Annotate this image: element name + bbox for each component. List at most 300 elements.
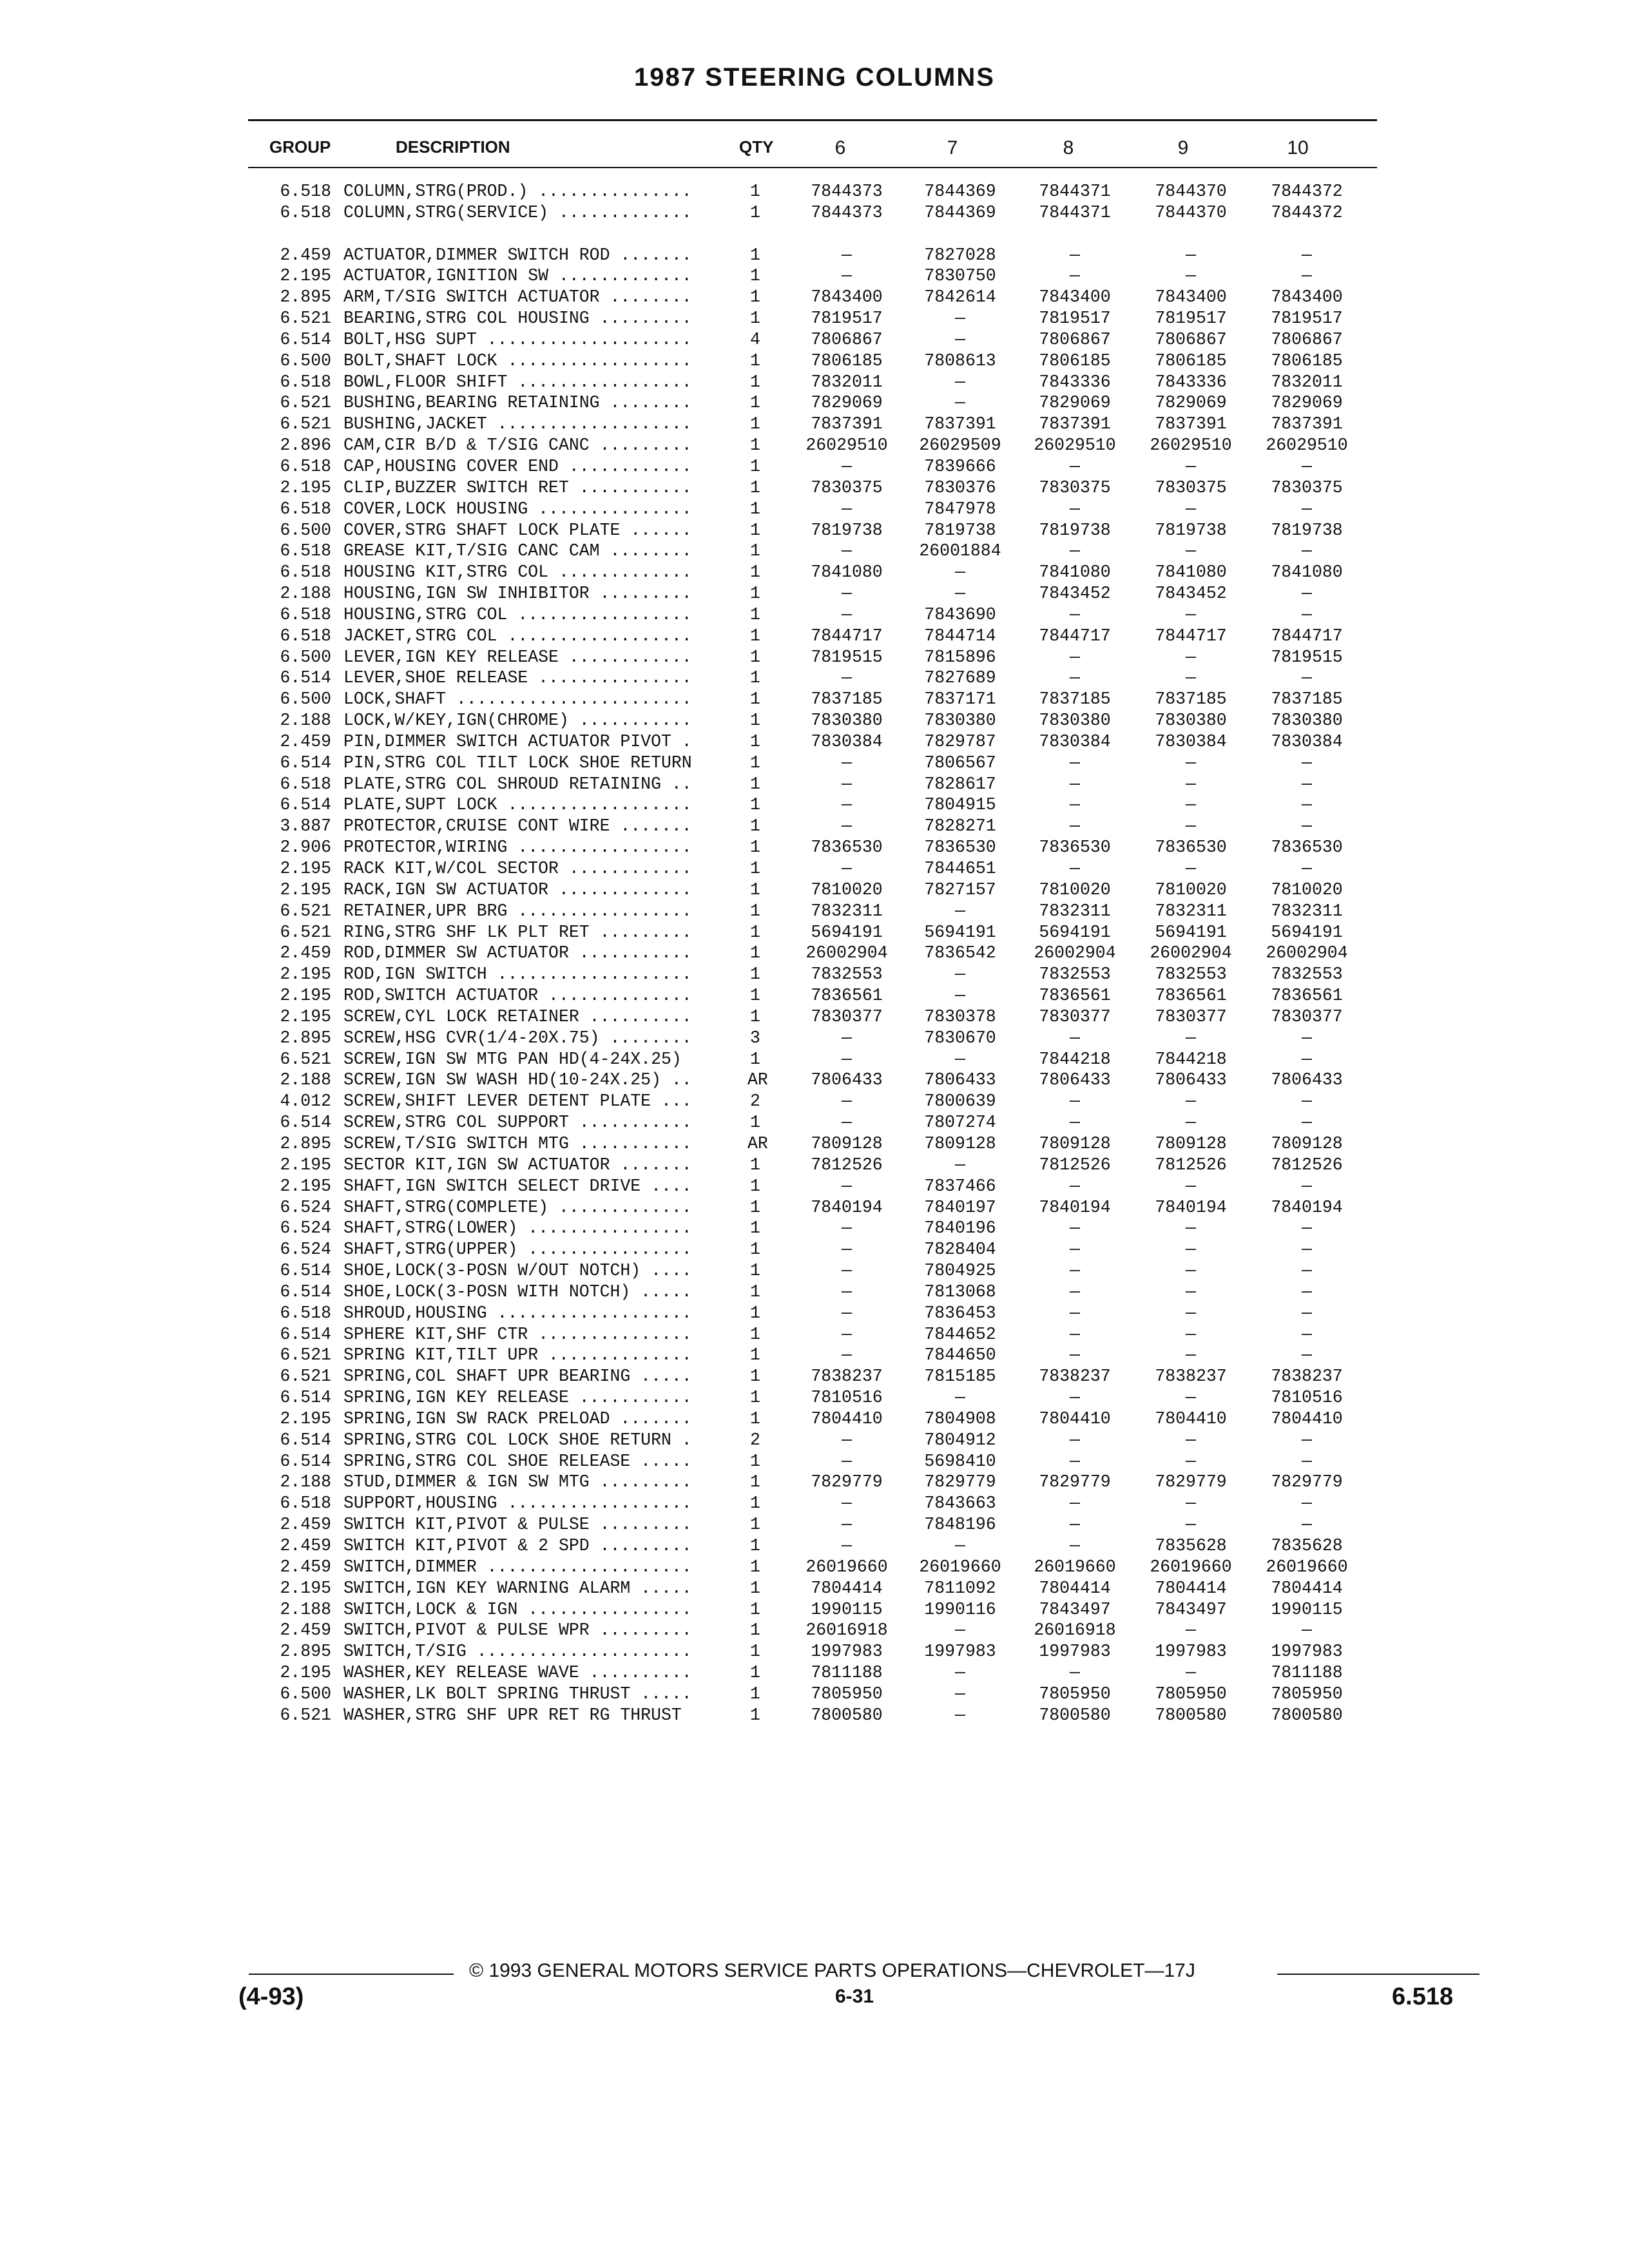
group-cell: 6.521 [280, 922, 331, 942]
qty-cell: 1 [750, 1240, 760, 1260]
qty-cell: 1 [750, 1367, 760, 1387]
description-cell: JACKET,STRG COL .................. [343, 626, 702, 646]
group-cell: 2.895 [280, 1133, 331, 1153]
qty-cell: 1 [750, 202, 760, 222]
part-number-cell: — [1070, 245, 1080, 265]
part-number-cell: — [955, 1705, 965, 1725]
part-number-cell: 7804410 [1039, 1408, 1111, 1428]
part-number-cell: 26029510 [1266, 436, 1348, 456]
part-number-cell: 26002904 [1266, 943, 1348, 963]
part-number-cell: — [1186, 499, 1196, 519]
part-number-cell: — [1186, 1451, 1196, 1471]
part-number-cell: 7806185 [1039, 351, 1111, 370]
qty-cell: 1 [750, 541, 760, 561]
part-number-cell: — [842, 499, 852, 519]
description-cell: WASHER,LK BOLT SPRING THRUST ..... [343, 1684, 702, 1704]
model-7-column-header: 7 [947, 137, 958, 159]
model-9-column-header: 9 [1177, 137, 1189, 159]
part-number-cell: — [1186, 266, 1196, 286]
part-number-cell: 26019660 [919, 1557, 1001, 1577]
part-number-cell: — [1302, 584, 1312, 604]
part-number-cell: 7806433 [924, 1070, 996, 1090]
part-number-cell: 7815185 [924, 1367, 996, 1387]
qty-cell: 1 [750, 1282, 760, 1302]
part-number-cell: 26002904 [805, 943, 888, 963]
qty-cell: 1 [750, 1494, 760, 1514]
part-number-cell: 7840196 [924, 1218, 996, 1238]
description-cell: SCREW,SHIFT LEVER DETENT PLATE ... [343, 1091, 702, 1111]
part-number-cell: 7840194 [1155, 1197, 1227, 1217]
part-number-cell: — [1070, 1430, 1080, 1450]
description-cell: SUPPORT,HOUSING .................. [343, 1494, 702, 1514]
part-number-cell: — [1070, 1388, 1080, 1408]
part-number-cell: 7805950 [1039, 1684, 1111, 1704]
part-number-cell: — [1302, 1240, 1312, 1260]
part-number-cell: — [1186, 1303, 1196, 1323]
part-number-cell: 7829069 [1271, 393, 1343, 413]
group-cell: 6.514 [280, 1451, 331, 1471]
part-number-cell: — [1186, 816, 1196, 836]
part-number-cell: 7838237 [811, 1367, 883, 1387]
qty-cell: 1 [750, 287, 760, 307]
part-number-cell: — [842, 1049, 852, 1069]
part-number-cell: — [842, 1091, 852, 1111]
part-number-cell: — [842, 456, 852, 476]
qty-cell: 1 [750, 859, 760, 878]
group-cell: 2.195 [280, 859, 331, 878]
part-number-cell: 7812526 [1039, 1155, 1111, 1175]
part-number-cell: 7832011 [1271, 372, 1343, 392]
part-number-cell: 7827689 [924, 668, 996, 688]
part-number-cell: — [1186, 1240, 1196, 1260]
description-cell: SPRING KIT,TILT UPR .............. [343, 1345, 702, 1365]
qty-cell: 1 [750, 245, 760, 265]
part-number-cell: 7806433 [1039, 1070, 1111, 1090]
model-10-column-header: 10 [1287, 137, 1309, 159]
description-cell: BUSHING,JACKET ................... [343, 414, 702, 434]
part-number-cell: 7843336 [1155, 372, 1227, 392]
part-number-cell: — [1302, 1620, 1312, 1640]
part-number-cell: — [842, 1240, 852, 1260]
description-cell: SCREW,CYL LOCK RETAINER .......... [343, 1006, 702, 1026]
part-number-cell: 7844650 [924, 1345, 996, 1365]
group-cell: 6.500 [280, 647, 331, 667]
part-number-cell: — [842, 795, 852, 815]
part-number-cell: 7841080 [1271, 562, 1343, 582]
part-number-cell: 1997983 [811, 1642, 883, 1662]
description-cell [343, 224, 762, 245]
part-number-cell: 7830375 [811, 477, 883, 497]
part-number-cell: 7812526 [811, 1155, 883, 1175]
part-number-cell: — [842, 584, 852, 604]
description-cell: SPHERE KIT,SHF CTR ............... [343, 1324, 702, 1344]
part-number-cell: — [1070, 1282, 1080, 1302]
description-cell: PIN,STRG COL TILT LOCK SHOE RETURN [343, 753, 702, 773]
part-number-cell: 7836561 [1039, 986, 1111, 1006]
qty-cell: 1 [750, 1176, 760, 1196]
part-number-cell: 7835628 [1155, 1536, 1227, 1555]
description-cell: SCREW,T/SIG SWITCH MTG ........... [343, 1133, 692, 1153]
part-number-cell: 7804912 [924, 1430, 996, 1450]
description-cell: WASHER,KEY RELEASE WAVE .......... [343, 1663, 702, 1683]
part-number-cell: — [842, 1176, 852, 1196]
description-cell: LEVER,IGN KEY RELEASE ............ [343, 647, 702, 667]
group-cell: 2.188 [280, 1599, 331, 1619]
model-10-column [1249, 181, 1365, 1726]
part-number-cell: 7841080 [1039, 562, 1111, 582]
qty-cell: 1 [750, 838, 760, 858]
part-number-cell: — [1070, 1515, 1080, 1535]
part-number-cell: 7829787 [924, 731, 996, 751]
part-number-cell: 7830377 [1155, 1006, 1227, 1026]
part-number-cell: 7844370 [1155, 202, 1227, 222]
group-cell: 2.195 [280, 879, 331, 899]
group-cell: 6.518 [280, 774, 331, 794]
part-number-cell: — [1186, 456, 1196, 476]
part-number-cell: — [842, 1494, 852, 1514]
part-number-cell: — [1186, 1345, 1196, 1365]
model-8-column-header: 8 [1063, 137, 1074, 159]
qty-cell: 1 [750, 1451, 760, 1471]
part-number-cell: 26029510 [1034, 436, 1116, 456]
part-number-cell: 7805950 [1155, 1684, 1227, 1704]
qty-cell: 1 [750, 1684, 760, 1704]
model-6-column-header: 6 [834, 137, 846, 159]
group-cell [253, 224, 331, 245]
part-number-cell: — [1186, 859, 1196, 878]
qty-cell: 1 [750, 711, 760, 731]
part-number-cell: — [1302, 456, 1312, 476]
qty-cell: 1 [750, 1324, 760, 1344]
qty-cell: 1 [750, 626, 760, 646]
description-cell: BOWL,FLOOR SHIFT ................. [343, 372, 702, 392]
qty-cell: 1 [750, 456, 760, 476]
part-number-cell: — [1186, 1218, 1196, 1238]
part-number-cell: 7830378 [924, 1006, 996, 1026]
part-number-cell: — [955, 329, 965, 349]
part-number-cell: — [955, 309, 965, 329]
part-number-cell: 7806867 [1039, 329, 1111, 349]
part-number-cell: 7805950 [1271, 1684, 1343, 1704]
group-cell: 6.521 [280, 1049, 331, 1069]
description-cell: STUD,DIMMER & IGN SW MTG ......... [343, 1472, 702, 1492]
part-number-cell: 7832311 [811, 901, 883, 921]
qty-cell: 1 [750, 901, 760, 921]
group-cell: 6.524 [280, 1240, 331, 1260]
header-bottom-rule [248, 167, 1377, 168]
part-number-cell: 7839666 [924, 456, 996, 476]
part-number-cell: — [1070, 859, 1080, 878]
part-number-cell: — [1302, 1049, 1312, 1069]
part-number-cell: 7813068 [924, 1282, 996, 1302]
part-number-cell: 7830375 [1271, 477, 1343, 497]
part-number-cell: 7837391 [924, 414, 996, 434]
group-cell: 6.500 [280, 351, 331, 370]
part-number-cell: 7829069 [811, 393, 883, 413]
part-number-cell: 7830377 [1039, 1006, 1111, 1026]
group-cell: 6.514 [280, 668, 331, 688]
part-number-cell: 7836530 [924, 838, 996, 858]
part-number-cell: 7830380 [924, 711, 996, 731]
part-number-cell: 7819517 [811, 309, 883, 329]
header-top-rule [248, 119, 1377, 121]
part-number-cell: — [842, 1261, 852, 1281]
part-number-cell: 7837391 [1039, 414, 1111, 434]
group-cell: 2.195 [280, 1176, 331, 1196]
part-number-cell: — [1302, 1176, 1312, 1196]
part-number-cell: — [1070, 647, 1080, 667]
part-number-cell: 7844714 [924, 626, 996, 646]
description-cell: CLIP,BUZZER SWITCH RET ........... [343, 477, 702, 497]
part-number-cell: 5694191 [811, 922, 883, 942]
part-number-cell: 7837391 [1155, 414, 1227, 434]
part-number-cell: — [1070, 1345, 1080, 1365]
part-number-cell: 7844371 [1039, 182, 1111, 201]
part-number-cell [1017, 224, 1133, 245]
part-number-cell: 7829779 [1271, 1472, 1343, 1492]
part-number-cell: 7843400 [1039, 287, 1111, 307]
qty-cell: 1 [750, 1408, 760, 1428]
part-number-cell: 7810020 [811, 879, 883, 899]
part-number-cell: 7810020 [1271, 879, 1343, 899]
qty-cell: 1 [750, 943, 760, 963]
description-cell: SHOE,LOCK(3-POSN WITH NOTCH) ..... [343, 1282, 702, 1302]
part-number-cell: 5698410 [924, 1451, 996, 1471]
part-number-cell: 7832553 [1155, 965, 1227, 985]
part-number-cell [789, 224, 905, 245]
page-title: 1987 STEERING COLUMNS [634, 63, 995, 91]
part-number-cell: 7809128 [1039, 1133, 1111, 1153]
part-number-cell: — [1186, 1176, 1196, 1196]
part-number-cell: 7836530 [1155, 838, 1227, 858]
part-number-cell: 7811188 [811, 1663, 883, 1683]
part-number-cell: 5694191 [1039, 922, 1111, 942]
part-number-cell: — [1070, 266, 1080, 286]
part-number-cell: 7828404 [924, 1240, 996, 1260]
group-cell: 2.195 [280, 1663, 331, 1683]
qty-cell: 1 [750, 1620, 760, 1640]
part-number-cell: — [1070, 668, 1080, 688]
qty-cell: 1 [750, 351, 760, 370]
part-number-cell: — [1186, 753, 1196, 773]
part-number-cell: 7810020 [1039, 879, 1111, 899]
qty-cell: 1 [750, 689, 760, 709]
part-number-cell: 7806567 [924, 753, 996, 773]
group-cell: 6.514 [280, 1324, 331, 1344]
part-number-cell: — [1186, 1261, 1196, 1281]
description-cell: SHOE,LOCK(3-POSN W/OUT NOTCH) .... [343, 1261, 702, 1281]
part-number-cell: 7836530 [1271, 838, 1343, 858]
group-cell: 2.188 [280, 1070, 331, 1090]
group-cell: 6.518 [280, 499, 331, 519]
qty-cell: 1 [750, 986, 760, 1006]
group-cell: 2.188 [280, 1472, 331, 1492]
group-cell: 6.518 [280, 1494, 331, 1514]
part-number-cell: — [955, 393, 965, 413]
qty-cell: 1 [750, 436, 760, 456]
part-number-cell: 26002904 [1150, 943, 1232, 963]
group-cell: 6.514 [280, 1430, 331, 1450]
group-cell: 2.459 [280, 1557, 331, 1577]
part-number-cell: 7819517 [1039, 309, 1111, 329]
qty-cell: 1 [750, 1113, 760, 1133]
model-6-column [789, 181, 905, 1726]
part-number-cell: 7830384 [1271, 731, 1343, 751]
part-number-cell: 7804908 [924, 1408, 996, 1428]
part-number-cell: 7837185 [811, 689, 883, 709]
part-number-cell: 7832311 [1271, 901, 1343, 921]
part-number-cell: 7843452 [1039, 584, 1111, 604]
group-cell: 2.895 [280, 1028, 331, 1048]
description-cell: RACK KIT,W/COL SECTOR ............ [343, 859, 702, 878]
part-number-cell: 7806433 [1271, 1070, 1343, 1090]
part-number-cell: 7843336 [1039, 372, 1111, 392]
part-number-cell: — [1070, 456, 1080, 476]
part-number-cell: 7811092 [924, 1578, 996, 1598]
part-number-cell: 7800580 [1271, 1705, 1343, 1725]
qty-cell: 1 [750, 879, 760, 899]
part-number-cell: — [1186, 1028, 1196, 1048]
part-number-cell: 7837185 [1271, 689, 1343, 709]
part-number-cell: 7805950 [811, 1684, 883, 1704]
footer-left-rule [249, 1974, 454, 1975]
part-number-cell: — [1302, 1028, 1312, 1048]
description-cell: SWITCH,PIVOT & PULSE WPR ......... [343, 1620, 702, 1640]
part-number-cell: 7830384 [811, 731, 883, 751]
qty-cell: 1 [750, 499, 760, 519]
description-cell: PLATE,SUPT LOCK .................. [343, 795, 702, 815]
description-cell: BEARING,STRG COL HOUSING ......... [343, 309, 702, 329]
part-number-cell: — [1302, 1261, 1312, 1281]
part-number-cell: 7806867 [1271, 329, 1343, 349]
part-number-cell: 7830670 [924, 1028, 996, 1048]
part-number-cell: — [1070, 1240, 1080, 1260]
model-8-column [1017, 181, 1133, 1726]
part-number-cell: 26019660 [1034, 1557, 1116, 1577]
part-number-cell [902, 224, 1018, 245]
part-number-cell: 7808613 [924, 351, 996, 370]
part-number-cell: 7809128 [924, 1133, 996, 1153]
part-number-cell: — [842, 668, 852, 688]
description-cell: SWITCH,DIMMER .................... [343, 1557, 702, 1577]
description-cell: SHROUD,HOUSING ................... [343, 1303, 702, 1323]
part-number-cell: 5694191 [1271, 922, 1343, 942]
qty-column [747, 181, 768, 1726]
group-cell: 2.188 [280, 711, 331, 731]
description-cell: SPRING,IGN SW RACK PRELOAD ....... [343, 1408, 702, 1428]
part-number-cell: 7830377 [1271, 1006, 1343, 1026]
part-number-cell: — [1302, 795, 1312, 815]
part-number-cell: 7811188 [1271, 1663, 1343, 1683]
group-cell: 6.500 [280, 520, 331, 540]
part-number-cell: — [1070, 1113, 1080, 1133]
part-number-cell: 7844369 [924, 182, 996, 201]
part-number-cell: 26002904 [1034, 943, 1116, 963]
part-number-cell: 7830750 [924, 266, 996, 286]
description-cell: BUSHING,BEARING RETAINING ........ [343, 393, 702, 413]
part-number-cell: 1997983 [1155, 1642, 1227, 1662]
group-cell: 2.459 [280, 943, 331, 963]
part-number-cell: 7841080 [811, 562, 883, 582]
section-number: 6.518 [1392, 1983, 1454, 2010]
group-cell: 6.514 [280, 753, 331, 773]
qty-cell: 1 [750, 414, 760, 434]
part-number-cell: — [1070, 1261, 1080, 1281]
description-cell: WASHER,STRG SHF UPR RET RG THRUST [343, 1705, 692, 1725]
group-cell: 2.195 [280, 1006, 331, 1026]
part-number-cell: 7804414 [1039, 1578, 1111, 1598]
part-number-cell: — [1070, 1451, 1080, 1471]
part-number-cell: 7844218 [1039, 1049, 1111, 1069]
part-number-cell: 7829779 [924, 1472, 996, 1492]
part-number-cell: 7806433 [1155, 1070, 1227, 1090]
qty-cell: 1 [750, 965, 760, 985]
description-cell: COLUMN,STRG(PROD.) ............... [343, 182, 702, 201]
qty-cell: 1 [750, 604, 760, 624]
part-number-cell: — [1186, 1620, 1196, 1640]
description-cell: ROD,SWITCH ACTUATOR .............. [343, 986, 702, 1006]
group-cell: 2.195 [280, 1408, 331, 1428]
description-cell: HOUSING,IGN SW INHIBITOR ......... [343, 584, 702, 604]
part-number-cell: — [842, 604, 852, 624]
qty-cell: 1 [750, 731, 760, 751]
qty-cell: 2 [750, 1430, 760, 1450]
description-cell: HOUSING,STRG COL ................. [343, 604, 702, 624]
part-number-cell: — [842, 1282, 852, 1302]
part-number-cell: — [1186, 604, 1196, 624]
group-cell: 2.195 [280, 965, 331, 985]
part-number-cell: 7829779 [1155, 1472, 1227, 1492]
part-number-cell: 7810516 [1271, 1388, 1343, 1408]
part-number-cell: 5694191 [924, 922, 996, 942]
part-number-cell: — [842, 774, 852, 794]
part-number-cell: 7837466 [924, 1176, 996, 1196]
qty-cell: 1 [750, 753, 760, 773]
part-number-cell: — [842, 1345, 852, 1365]
part-number-cell: 7810020 [1155, 879, 1227, 899]
description-cell: SCREW,STRG COL SUPPORT ........... [343, 1113, 702, 1133]
group-column-header: GROUP [269, 137, 331, 157]
part-number-cell: 7830380 [1271, 711, 1343, 731]
part-number-cell: — [955, 1049, 965, 1069]
group-cell: 6.521 [280, 393, 331, 413]
qty-cell: 1 [750, 1705, 760, 1725]
group-cell: 6.518 [280, 1303, 331, 1323]
group-cell: 6.514 [280, 1113, 331, 1133]
part-number-cell: — [955, 1620, 965, 1640]
qty-cell: 1 [750, 922, 760, 942]
part-number-cell: 7800580 [1039, 1705, 1111, 1725]
description-cell: SWITCH,IGN KEY WARNING ALARM ..... [343, 1578, 702, 1598]
qty-cell: 1 [750, 1472, 760, 1492]
part-number-cell: 7804410 [1155, 1408, 1227, 1428]
description-cell: BOLT,SHAFT LOCK .................. [343, 351, 702, 370]
group-cell: 6.514 [280, 1388, 331, 1408]
group-cell: 6.521 [280, 1367, 331, 1387]
description-cell: ROD,IGN SWITCH ................... [343, 965, 702, 985]
description-cell: PROTECTOR,WIRING ................. [343, 838, 702, 858]
part-number-cell: 7844717 [1039, 626, 1111, 646]
part-number-cell: 7837391 [811, 414, 883, 434]
part-number-cell: — [955, 1536, 965, 1555]
part-number-cell: — [1070, 1324, 1080, 1344]
part-number-cell: — [1302, 1430, 1312, 1450]
part-number-cell: — [1070, 1028, 1080, 1048]
description-cell: SPRING,STRG COL LOCK SHOE RETURN . [343, 1430, 702, 1450]
description-cell: PIN,DIMMER SWITCH ACTUATOR PIVOT . [343, 731, 702, 751]
description-cell: SECTOR KIT,IGN SW ACTUATOR ....... [343, 1155, 702, 1175]
footer-right-rule [1277, 1974, 1480, 1975]
